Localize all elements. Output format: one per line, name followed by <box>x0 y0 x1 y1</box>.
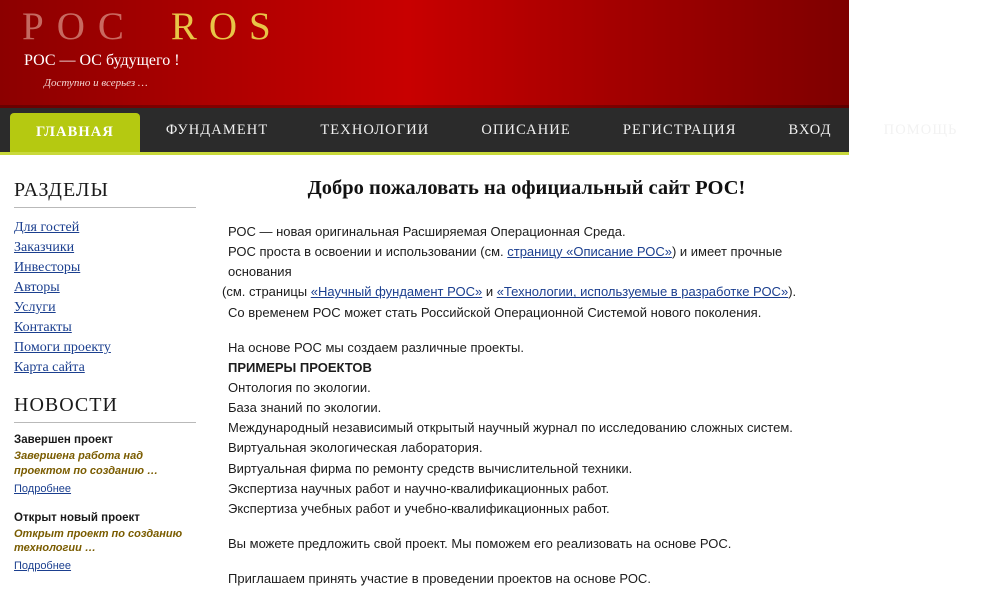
sidebar-sections-title: РАЗДЕЛЫ <box>14 179 196 208</box>
sidebar-item-karta-sayta[interactable]: Карта сайта <box>14 360 85 375</box>
example-item: Международный независимый открытый научный журнал по исследованию сложных систем. <box>228 420 793 436</box>
nav-item-registraciya[interactable]: РЕГИСТРАЦИЯ <box>622 121 737 138</box>
intro-p3-text-mid: и <box>482 284 497 300</box>
intro-p3-text-b: ). <box>788 284 797 300</box>
header-subtagline: Доступно и всерьез … <box>44 77 148 89</box>
news-item-headline: Завершен проект <box>14 434 113 446</box>
nav-item-opisanie[interactable]: ОПИСАНИЕ <box>481 121 571 138</box>
link-opisanie-ros[interactable]: страницу «Описание РОС» <box>507 244 672 260</box>
projects-block <box>222 338 831 519</box>
news-item <box>14 511 200 575</box>
sidebar-item-avtory[interactable]: Авторы <box>14 280 60 295</box>
list-item <box>14 338 200 356</box>
news-item-summary: Открыт проект по созданию технологии … <box>14 527 183 555</box>
nav-item-glavnaya[interactable]: ГЛАВНАЯ <box>10 113 140 152</box>
intro-p3-text-a: (см. страницы <box>222 284 311 300</box>
link-nauchny-fundament[interactable]: «Научный фундамент РОС» <box>310 284 483 300</box>
sidebar-item-investory[interactable]: Инвесторы <box>14 260 81 275</box>
example-item: Виртуальная фирма по ремонту средств вычислительной техники. <box>228 460 633 476</box>
sidebar-news-title: НОВОСТИ <box>14 394 196 423</box>
example-item: Виртуальная экологическая лаборатория. <box>228 440 483 456</box>
sidebar-item-uslugi[interactable]: Услуги <box>14 300 56 315</box>
news-item-more-link[interactable]: Подробнее <box>14 482 72 495</box>
sidebar-item-pomogi-proektu[interactable]: Помоги проекту <box>14 340 111 355</box>
intro-paragraph-2 <box>222 242 831 282</box>
invitation-paragraph: Приглашаем принять участие в проведении проектов на основе РОС. <box>228 571 651 587</box>
nav-item-pomosch[interactable]: ПОМОЩЬ <box>883 121 958 138</box>
site-logo[interactable] <box>22 4 283 49</box>
sidebar-item-zakazchiki[interactable]: Заказчики <box>14 240 75 255</box>
nav-item-vhod[interactable]: ВХОД <box>788 121 832 138</box>
sidebar-item-kontakty[interactable]: Контакты <box>14 320 72 335</box>
intro-p2-text-b: ) и имеет прочные основания <box>228 244 783 280</box>
list-item <box>14 278 200 296</box>
logo-text-left: POC <box>22 5 137 48</box>
projects-intro: На основе РОС мы создаем различные проекты. <box>228 339 524 355</box>
examples-heading: ПРИМЕРЫ ПРОЕКТОВ <box>228 359 372 375</box>
logo-text-right: ROS <box>170 5 283 48</box>
news-item-more-link[interactable]: Подробнее <box>14 560 72 573</box>
example-item: Экспертиза научных работ и научно-квалификационных работ. <box>228 480 610 496</box>
nav-item-tehnologii[interactable]: ТЕХНОЛОГИИ <box>320 121 430 138</box>
page-title: Добро пожаловать на официальный сайт РОС! <box>307 177 746 199</box>
main-navigation <box>0 108 958 155</box>
list-item <box>14 258 200 276</box>
example-item: Онтология по экологии. <box>228 379 371 395</box>
list-item <box>14 238 200 256</box>
example-item: Экспертиза учебных работ и учебно-квалификационных работ. <box>228 500 610 516</box>
news-item-summary: Завершена работа над проектом по созданию … <box>14 449 159 477</box>
intro-paragraph-1: РОС — новая оригинальная Расширяемая Операционная Среда. <box>228 224 626 239</box>
news-item <box>14 433 200 497</box>
link-tehnologii-razrabotki[interactable]: «Технологии, используемые в разработке РОС» <box>496 284 789 300</box>
list-item <box>14 358 200 376</box>
page-content <box>0 155 849 604</box>
intro-block <box>222 222 831 323</box>
main-column <box>200 155 849 604</box>
sidebar <box>0 155 200 588</box>
news-item-headline: Открыт новый проект <box>14 511 140 524</box>
example-item: База знаний по экологии. <box>228 400 382 416</box>
intro-paragraph-4: Со временем РОС может стать Российской Операционной Системой нового поколения. <box>228 304 762 320</box>
sidebar-link-list <box>14 218 200 376</box>
offer-block <box>222 534 831 554</box>
intro-paragraph-3 <box>222 282 831 302</box>
list-item <box>14 298 200 316</box>
list-item <box>14 218 200 236</box>
site-header <box>0 0 849 108</box>
sidebar-item-dlya-gostey[interactable]: Для гостей <box>14 220 80 235</box>
invitation-block <box>222 569 831 589</box>
list-item <box>14 318 200 336</box>
nav-item-fundament[interactable]: ФУНДАМЕНТ <box>165 121 269 138</box>
header-tagline: РОС — ОС будущего ! <box>24 52 180 69</box>
offer-paragraph: Вы можете предложить свой проект. Мы поможем его реализовать на основе РОС. <box>228 535 732 551</box>
intro-p2-text-a: РОС проста в освоении и использовании (см. <box>228 244 508 260</box>
